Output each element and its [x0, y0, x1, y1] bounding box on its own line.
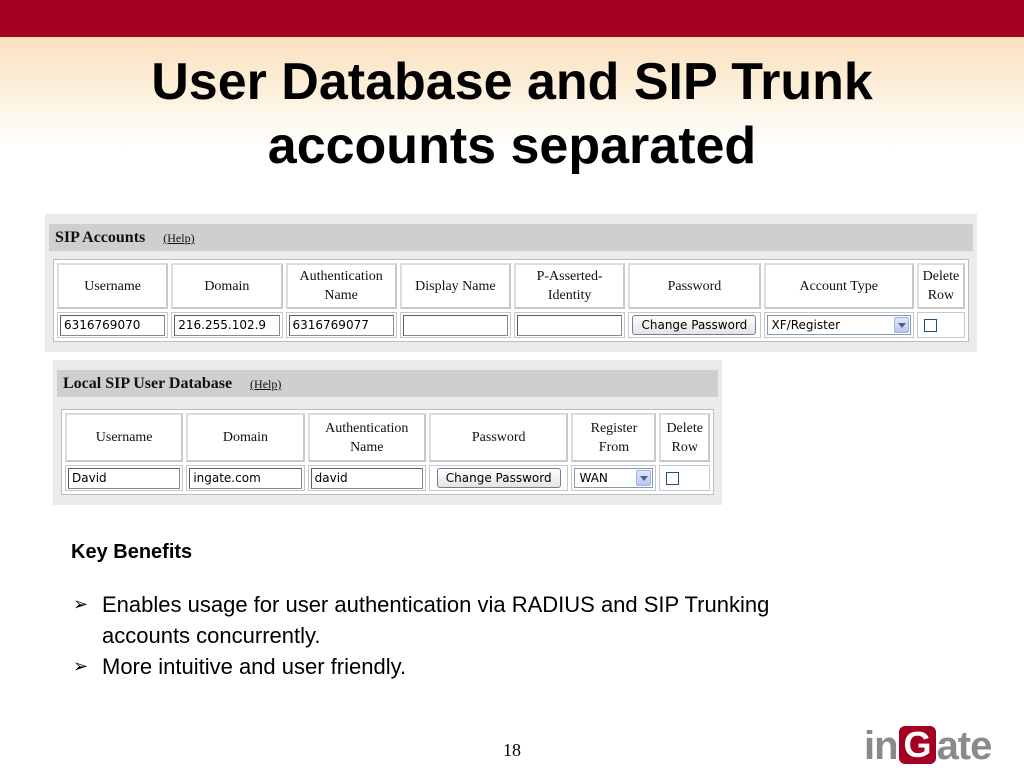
- slide-title-line-2: accounts separated: [267, 117, 757, 175]
- list-item: [71, 589, 831, 651]
- sip-accounts-help-link[interactable]: (Help): [163, 231, 195, 245]
- slide-title-line-1: User Database and SIP Trunk: [151, 53, 873, 111]
- delete-row-cell: [659, 465, 710, 491]
- table-row: [65, 465, 710, 491]
- column-header-username: Username: [57, 263, 168, 309]
- account-type-value: XF/Register: [771, 318, 841, 332]
- local-db-table: [62, 410, 713, 494]
- domain-cell: [171, 312, 282, 338]
- authentication-name-input[interactable]: [311, 468, 423, 489]
- auth-name-cell: [308, 465, 426, 491]
- ingate-logo: [864, 724, 991, 768]
- local-db-title: Local SIP User Database: [63, 375, 233, 392]
- page-number: 18: [503, 740, 521, 760]
- sip-accounts-table-wrap: [53, 259, 969, 342]
- benefit-text: More intuitive and user friendly.: [102, 654, 407, 679]
- arrow-bullet-icon: ➢: [73, 594, 89, 614]
- key-benefits: [71, 540, 831, 682]
- table-row: [57, 312, 965, 338]
- key-benefits-heading: Key Benefits: [71, 541, 193, 563]
- list-item: [71, 651, 831, 682]
- sip-accounts-header: [49, 224, 973, 251]
- chevron-down-icon[interactable]: [636, 470, 651, 486]
- sip-accounts-title: SIP Accounts: [55, 229, 146, 246]
- local-db-header: [57, 370, 718, 397]
- delete-row-cell: [917, 312, 965, 338]
- domain-input[interactable]: [189, 468, 301, 489]
- delete-row-checkbox[interactable]: [666, 472, 679, 485]
- column-header-authentication-name: Authentication Name: [308, 413, 426, 462]
- column-header-delete-row: Delete Row: [659, 413, 710, 462]
- column-header-password: Password: [628, 263, 760, 309]
- register-from-select[interactable]: [574, 468, 653, 488]
- logo-text-suffix: ate: [936, 724, 992, 768]
- display-name-input[interactable]: [403, 315, 508, 336]
- auth-name-cell: [286, 312, 397, 338]
- benefit-text: Enables usage for user authentication via RADIUS and SIP Trunking accounts concurrently.: [102, 592, 770, 648]
- column-header-display-name: Display Name: [400, 263, 511, 309]
- chevron-down-icon[interactable]: [894, 317, 909, 333]
- column-header-account-type: Account Type: [764, 263, 914, 309]
- password-cell: [628, 312, 760, 338]
- column-header-password: Password: [429, 413, 569, 462]
- column-header-authentication-name: Authentication Name: [286, 263, 397, 309]
- sip-accounts-header-row: [57, 263, 965, 309]
- column-header-domain: Domain: [171, 263, 282, 309]
- username-input[interactable]: [68, 468, 180, 489]
- column-header-register-from: Register From: [571, 413, 656, 462]
- p-asserted-identity-cell: [514, 312, 625, 338]
- username-cell: [65, 465, 183, 491]
- local-db-help-link[interactable]: (Help): [250, 377, 282, 391]
- logo-accent-letter: G: [899, 726, 936, 764]
- column-header-delete-row: Delete Row: [917, 263, 965, 309]
- sip-accounts-panel: [45, 214, 977, 352]
- top-banner: [0, 0, 1024, 37]
- arrow-bullet-icon: ➢: [73, 656, 89, 676]
- domain-input[interactable]: [174, 315, 279, 336]
- slide-title: [0, 50, 1024, 178]
- domain-cell: [186, 465, 304, 491]
- username-cell: [57, 312, 168, 338]
- sip-accounts-table: [54, 260, 968, 341]
- logo-text-prefix: in: [864, 724, 898, 768]
- change-password-button[interactable]: Change Password: [437, 468, 561, 488]
- local-db-header-row: [65, 413, 710, 462]
- display-name-cell: [400, 312, 511, 338]
- register-from-value: WAN: [579, 471, 608, 485]
- delete-row-checkbox[interactable]: [924, 319, 937, 332]
- column-header-username: Username: [65, 413, 183, 462]
- password-cell: [429, 465, 569, 491]
- account-type-select[interactable]: [767, 315, 911, 335]
- account-type-cell: [764, 312, 914, 338]
- local-db-table-wrap: [61, 409, 714, 495]
- local-sip-user-database-panel: [53, 360, 722, 505]
- column-header-domain: Domain: [186, 413, 304, 462]
- username-input[interactable]: [60, 315, 165, 336]
- register-from-cell: [571, 465, 656, 491]
- column-header-p-asserted-identity: P-Asserted-Identity: [514, 263, 625, 309]
- p-asserted-identity-input[interactable]: [517, 315, 622, 336]
- authentication-name-input[interactable]: [289, 315, 394, 336]
- change-password-button[interactable]: Change Password: [632, 315, 756, 335]
